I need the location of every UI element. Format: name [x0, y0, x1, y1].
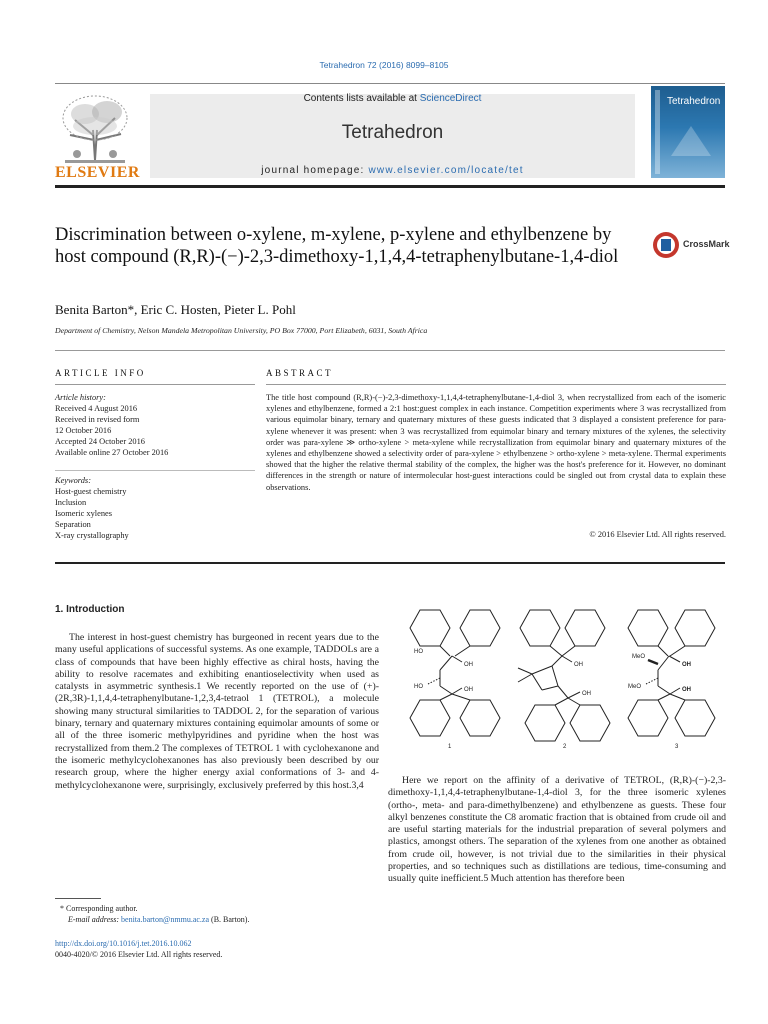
contents-prefix: Contents lists available at: [303, 93, 420, 104]
author-affiliation: Department of Chemistry, Nelson Mandela Metropolitan University, PO Box 77000, Port Elizabeth, 6031, South Africa: [55, 326, 428, 335]
abstract-copyright: © 2016 Elsevier Ltd. All rights reserved.: [589, 530, 726, 539]
label-oh: OH: [682, 687, 691, 693]
history-item: Available online 27 October 2016: [55, 448, 169, 457]
doi-link[interactable]: http://dx.doi.org/10.1016/j.tet.2016.10.062: [55, 939, 192, 948]
issn-copyright: 0040-4020/© 2016 Elsevier Ltd. All rights reserved.: [55, 950, 223, 959]
intro-para-1: The interest in host-guest chemistry has burgeoned in recent years due to the many useful applications of successful systems. As one example, TADDOLs are a class of compounds that have been highly effective as chiral hosts, having the ability to resolve racemates and exhibiting enantioselectivity when used as catalysts in asymmetric synthesis.1 We recently reported on the use of (+)-(2R,3R)-1,1,4,4-tetraphenylbutane-1,2,3,4-tetraol 1 (TETROL), a molecule showing many structural similarities to TADDOL 2, for the separation of various binary, ternary and quaternary mixtures containing equimolar amounts of some or all of the three isomeric methylpyridines and pyridine when the host was recrystallized from them.2 The complexes of TETROL 1 with cyclohexanone and the isomeric methylcyclohexanones has also previously been described by our research group, where the higher energy axial conformations of 3- and 4-methylcyclohexanone were, surprisingly, exclusively preferred by this host.3,4: [55, 632, 379, 791]
phenyl-ring: [410, 700, 450, 736]
elsevier-wordmark: ELSEVIER: [55, 164, 140, 181]
keyword-item: Isomeric xylenes: [55, 509, 112, 518]
crossmark-label: CrossMark: [683, 239, 730, 249]
phenyl-ring: [570, 705, 610, 741]
keywords-block: [55, 475, 255, 541]
phenyl-ring: [520, 610, 560, 646]
structure-label: 2: [563, 744, 567, 750]
label-oh: OH: [574, 662, 583, 668]
crossmark-badge[interactable]: [651, 230, 731, 260]
phenyl-ring: [628, 610, 668, 646]
journal-citation[interactable]: Tetrahedron 72 (2016) 8099–8105: [319, 60, 449, 70]
intro-para-2: Here we report on the affinity of a derivative of TETROL, (R,R)-(−)-2,3-dimethoxy-1,1,4,4-tetraphenylbutane-1,4-diol 3, for the three isomeric xylenes (ortho-, meta- and para-dimethylbenzene) and ethylbenzene as guests. These four alkyl benzenes constitute the C8 aromatic fraction that is obtained from crude oil and are useful starting materials for the industrial preparation of several polymers and plastics, amongst others. The separation of the xylenes from one another as obtained from crude oil, however, is not trivial due to the similarities in their physical properties, and so techniques such as distillations are tedious, time-consuming and usually quite inefficient.5 Much attention has therefore been: [388, 775, 726, 885]
abstract-heading: ABSTRACT: [266, 368, 334, 378]
journal-homepage-line: [150, 165, 635, 176]
section-rule: [55, 350, 725, 351]
journal-cover-image[interactable]: [651, 86, 725, 178]
journal-title: Tetrahedron: [341, 122, 444, 143]
abstract-text: The title host compound (R,R)-(−)-2,3-dimethoxy-1,1,4,4-tetraphenylbutane-1,4-diol 3, when recrystallized from each of the isomeric xylenes and ethylbenzene, formed a 2:1 host:guest complex in each instance. Competition experiments where 3 was recrystallized from various equimolar binary, ternary and quaternary mixtures of these guests indicated that 3 displayed a consistent preference for para-xylene whenever it was present: when 3 was recrystallized from equimolar binary and ternary mixtures of the xylenes, the selectivity order was para-xylene ≫ ortho-xylene > meta-xylene while recrystallization from equimolar binary and quaternary mixtures of the xylenes and ethylbenzene showed a selectivity order of para-xylene > ethylbenzene > ortho-xylene > meta-xylene. Thermal experiments showed that the higher the relative thermal stability of the complex, the higher was the host's preference for it. However, no dominant differences in the strength or nature of intermolecular host-guest interactions could be singled out from crystal data to explain these observations.: [266, 393, 726, 492]
structure-label: 3: [675, 744, 679, 750]
crossmark-icon: [651, 230, 681, 260]
footnote-label: Corresponding author.: [66, 904, 138, 913]
structure-1: [410, 610, 500, 736]
keyword-item: Separation: [55, 520, 91, 529]
phenyl-ring: [565, 610, 605, 646]
author-list: Benita Barton*, Eric C. Hosten, Pieter L. Pohl: [55, 302, 296, 317]
keywords-heading: Keywords:: [55, 476, 91, 485]
homepage-link[interactable]: www.elsevier.com/locate/tet: [368, 165, 524, 176]
homepage-prefix: journal homepage:: [261, 165, 369, 176]
history-item: Received in revised form: [55, 415, 140, 424]
corresponding-author-footnote: [60, 903, 360, 925]
history-item: Received 4 August 2016: [55, 404, 138, 413]
contents-available-line: [150, 93, 635, 104]
structure-label: 1: [448, 744, 452, 750]
phenyl-ring: [525, 705, 565, 741]
label-meo: MeO: [632, 654, 646, 660]
header-rule: [55, 83, 725, 84]
article-history: [55, 392, 255, 458]
label-meo: MeO: [628, 684, 642, 690]
email-suffix: (B. Barton).: [209, 915, 250, 924]
header-thick-rule: [55, 185, 725, 188]
abstract-rule: [266, 384, 726, 385]
history-item: Accepted 24 October 2016: [55, 437, 145, 446]
article-info-heading: ARTICLE INFO: [55, 368, 146, 378]
footnote-star: *: [60, 904, 64, 913]
history-item: 12 October 2016: [55, 426, 112, 435]
label-oh: OH: [582, 691, 591, 697]
introduction-paragraph-1: [55, 632, 379, 792]
article-title: Discrimination between o-xylene, m-xylene, p-xylene and ethylbenzene by host compound (R,R)-(−)-2,3-dimethoxy-1,1,4,4-tetraphenylbutane-1,4-diol: [55, 225, 619, 267]
keyword-item: Host-guest chemistry: [55, 487, 127, 496]
label-oh: OH: [682, 662, 691, 668]
doi-block: [55, 938, 222, 960]
footnote-rule: [55, 898, 101, 899]
cover-decoration: [651, 86, 725, 178]
front-matter-rule: [55, 562, 725, 564]
cover-title: Tetrahedron: [667, 96, 721, 107]
keyword-item: Inclusion: [55, 498, 87, 507]
keyword-item: X-ray crystallography: [55, 531, 129, 540]
structure-2: [518, 610, 610, 741]
phenyl-ring: [460, 700, 500, 736]
label-oh: OH: [464, 662, 473, 668]
phenyl-ring: [675, 700, 715, 736]
label-oh: OH: [464, 687, 473, 693]
keywords-rule: [55, 470, 255, 471]
email-label: E-mail address:: [68, 915, 122, 924]
phenyl-ring: [628, 700, 668, 736]
introduction-paragraph-2: [388, 775, 726, 886]
structure-3: [628, 610, 715, 736]
phenyl-ring: [460, 610, 500, 646]
label-ho: HO: [414, 649, 423, 655]
sciencedirect-link[interactable]: ScienceDirect: [419, 93, 482, 104]
author-email-link[interactable]: benita.barton@nmmu.ac.za: [121, 915, 210, 924]
history-heading: Article history:: [55, 393, 106, 402]
label-ho: HO: [414, 684, 423, 690]
chemical-structures-figure: [400, 598, 726, 758]
phenyl-ring: [410, 610, 450, 646]
introduction-heading: 1. Introduction: [55, 604, 125, 615]
phenyl-ring: [675, 610, 715, 646]
article-info-rule: [55, 384, 255, 385]
